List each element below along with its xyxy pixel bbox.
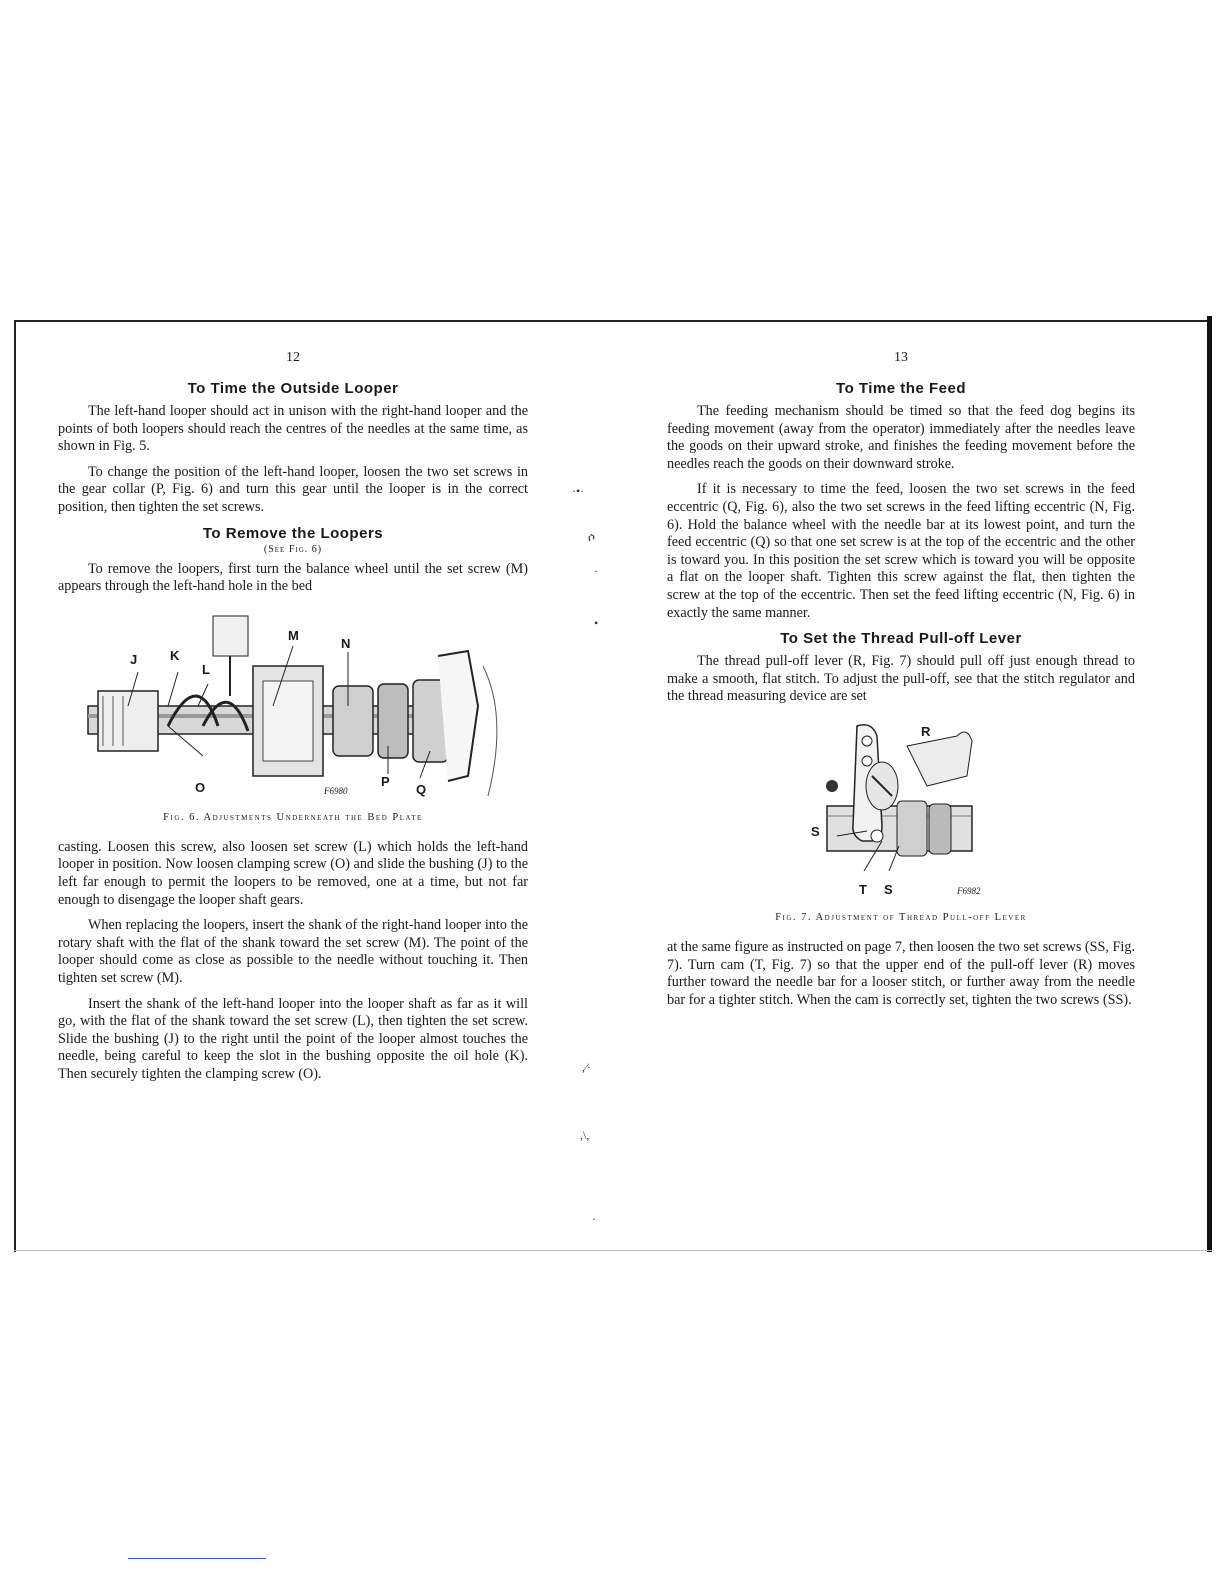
figure-caption: Fig. 7. Adjustment of Thread Pull-off Lever <box>775 911 1027 923</box>
figure-6 <box>58 606 528 806</box>
section-title: To Set the Thread Pull-off Lever <box>780 630 1022 648</box>
figure-caption: Fig. 6. Adjustments Underneath the Bed Plate <box>163 811 423 823</box>
figure-label-S-left: S <box>811 823 820 839</box>
paragraph: The thread pull-off lever (R, Fig. 7) should pull off just enough thread to make a smooth, flat stitch. To adjust the pull-off, see that the stitch regulator and the thread measuring device are set <box>667 653 1135 705</box>
right-page <box>667 350 1135 1017</box>
section-title: To Time the Outside Looper <box>187 380 399 397</box>
figure-label-J: J <box>130 651 138 667</box>
paragraph: The left-hand looper should act in unison with the right-hand looper and the points of both loopers should reach the centres of the needles at the same time, as shown in Fig. 5. <box>58 403 528 455</box>
page-number: 12 <box>286 350 300 365</box>
figure-label-N: N <box>341 635 351 651</box>
left-page <box>58 350 528 1091</box>
paragraph: Insert the shank of the left-hand looper into the looper shaft as far as it will go, with the flat of the shank toward the set screw (L), then tighten the set screw. Slide the bushing (J) to the right until the point of the looper almost touches the needle, being careful to keep the slot in the bushing opposite the oil hole (K). Then securely tighten the clamping screw (O). <box>58 995 528 1082</box>
paragraph: casting. Loosen this screw, also loosen set screw (L) which holds the left-hand looper in position. Now loosen clamping screw (O) and slide the bushing (J) to the left far enough to permit the loopers to be removed, one at a time, but not far enough to disengage the looper shaft gears. <box>58 838 528 908</box>
paragraph: When replacing the loopers, insert the shank of the right-hand looper into the rotary shaft with the flat of the shank toward the set screw (M). The point of the looper should come as close as possible to the needle without touching it. Then tighten set screw (M). <box>58 917 528 986</box>
figure-label-P: P <box>381 773 390 789</box>
figure-label-M: M <box>288 627 299 643</box>
paragraph: at the same figure as instructed on page 7, then loosen the two set screws (SS, Fig. 7). Turn cam (T, Fig. 7) so that the upper end of the pull-off lever (R) moves further toward the needle bar for a looser stitch, or further away from the needle bar for a tighter stitch. When the cam is correctly set, tighten the two screws (SS). <box>667 938 1135 1008</box>
paragraph: To change the position of the left-hand looper, loosen the two set screws in the gear collar (P, Fig. 6) and turn this gear until the looper is in the correct position, then tighten the set screws. <box>58 463 528 515</box>
figure-label-S-bottom: S <box>884 881 893 897</box>
figure-7 <box>667 716 1135 906</box>
pull-off-lever-illustration <box>667 716 1135 906</box>
figure-label-T: T <box>859 881 867 897</box>
scan-border-bottom <box>14 1250 1212 1251</box>
figure-label-R: R <box>921 723 931 739</box>
paragraph: The feeding mechanism should be timed so that the feed dog begins its feeding movement (away from the operator) immediately after the needles leave the goods on their upward stroke, and finishes the feeding movement before the needles reach the goods on their downward stroke. <box>667 403 1135 472</box>
section-subtitle: (See Fig. 6) <box>263 543 323 555</box>
scan-border-top <box>16 320 1211 322</box>
figure-label-O: O <box>195 779 206 795</box>
plate-number: F6982 <box>957 885 981 896</box>
figure-label-K: K <box>170 647 180 663</box>
figure-label-L: L <box>202 661 210 677</box>
plate-number: F6980 <box>324 785 348 796</box>
figure-label-Q: Q <box>416 781 427 797</box>
blue-underline <box>128 1558 266 1559</box>
paragraph: If it is necessary to time the feed, loosen the two set screws in the feed eccentric (Q, Fig. 6), also the two set screws in the feed lifting eccentric (N, Fig. 6). Hold the balance wheel with the needle bar at its lowest point, and turn the feed eccentric (Q) so that one set screw is at the top of the eccentric and the other is toward you. In this position the set screw which is toward you will be opposite a flat on the looper shaft. Tighten this screw against the flat, then tighten the screw at the top of the eccentric. Then set the feed lifting eccentric (N, Fig. 6) in exactly the same manner. <box>667 481 1135 621</box>
scan-border-left <box>14 320 16 1252</box>
page-number: 13 <box>894 350 908 365</box>
section-title: To Time the Feed <box>836 380 966 397</box>
scan-border-right <box>1207 316 1212 1252</box>
section-title: To Remove the Loopers <box>202 524 384 542</box>
paragraph: To remove the loopers, first turn the balance wheel until the set screw (M) appears through the left-hand hole in the bed <box>58 560 528 595</box>
